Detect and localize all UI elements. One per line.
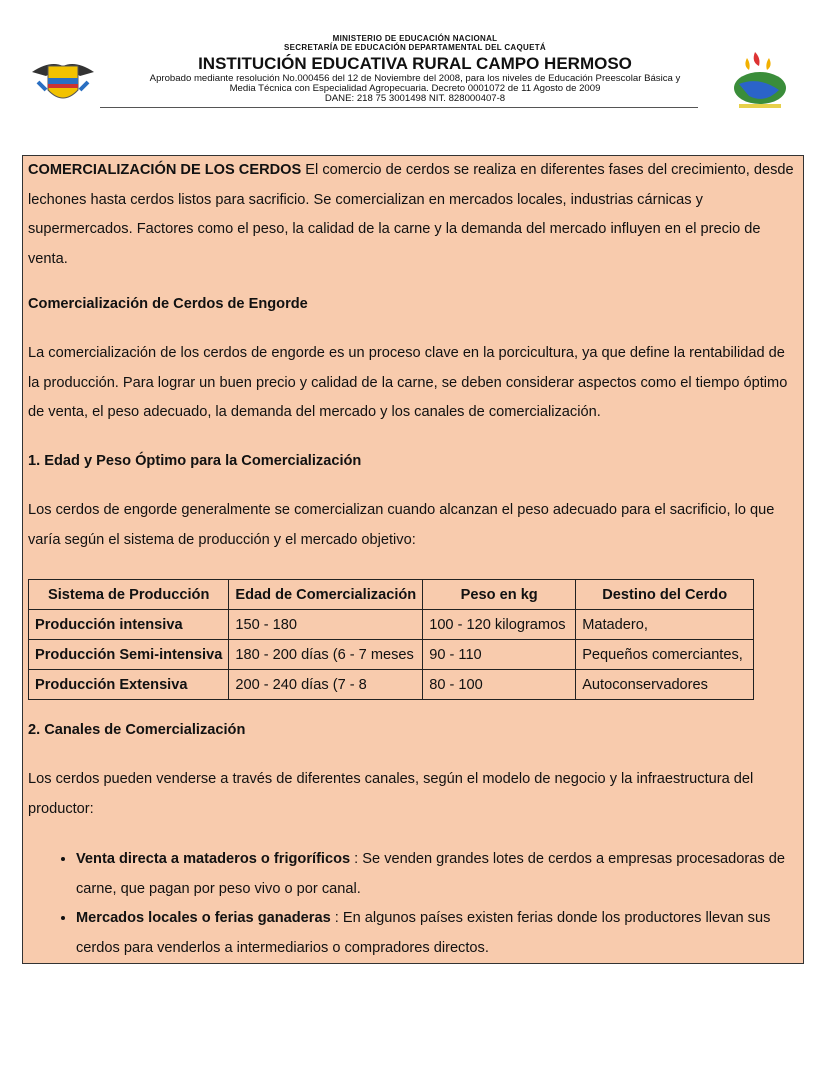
bullet-title: Venta directa a mataderos o frigoríficos — [76, 851, 351, 867]
list-item — [76, 904, 796, 963]
institution-logo-icon — [725, 48, 795, 114]
approval-line-1: Aprobado mediante resolución No.000456 del 12 de Noviembre del 2008, para los niveles de Educación Preescolar Básica y — [149, 73, 681, 84]
table-cell: Producción Extensiva — [29, 670, 229, 700]
table-cell: 150 - 180 — [229, 610, 423, 640]
bullet-text: : En algunos países existen ferias donde los productores llevan sus cerdos para venderlos a intermediarios o compradores directos. — [76, 910, 771, 956]
approval-text — [100, 74, 730, 104]
heading-canales: 2. Canales de Comercialización — [28, 722, 246, 738]
ministry-line: MINISTERIO DE EDUCACIÓN NACIONAL — [332, 34, 498, 43]
bullet-title: Mercados locales o ferias ganaderas — [76, 910, 331, 926]
table-cell: 90 - 110 — [423, 640, 576, 670]
document-header — [0, 0, 828, 120]
paragraph-canales: Los cerdos pueden venderse a través de diferentes canales, según el modelo de negocio y la infraestructura del productor: — [28, 771, 754, 817]
dane-nit-line: DANE: 218 75 3001498 NIT. 828000407-8 — [324, 93, 506, 104]
header-cell: Peso en kg — [423, 580, 576, 610]
table-row — [29, 670, 754, 700]
header-divider — [100, 107, 698, 108]
table-cell: 80 - 100 — [423, 670, 576, 700]
table-cell: 100 - 120 kilogramos — [423, 610, 576, 640]
bullet-text: : Se venden grandes lotes de cerdos a empresas procesadoras de carne, que pagan por peso vivo o por canal. — [76, 851, 785, 897]
table-cell: 200 - 240 días (7 - 8 — [229, 670, 423, 700]
table-header-row — [29, 580, 754, 610]
table-row — [29, 610, 754, 640]
table-cell: Matadero, — [576, 610, 754, 640]
table-cell: Producción Semi-intensiva — [29, 640, 229, 670]
heading-edad-peso: 1. Edad y Peso Óptimo para la Comercialización — [28, 453, 362, 469]
intro-text: El comercio de cerdos se realiza en diferentes fases del crecimiento, desde lechones hasta cerdos listos para sacrificio. Se comercializan en mercados locales, industrias cárnicas y supermercados. Factores como el peso, la calidad de la carne y la demanda del mercado influyen en el precio de venta. — [28, 162, 794, 267]
heading-engorde: Comercialización de Cerdos de Engorde — [28, 296, 308, 312]
header-cell: Edad de Comercialización — [229, 580, 423, 610]
table-cell: 180 - 200 días (6 - 7 meses — [229, 640, 423, 670]
table-row — [29, 640, 754, 670]
institution-name: INSTITUCIÓN EDUCATIVA RURAL CAMPO HERMOSO — [198, 54, 632, 73]
intro-paragraph — [28, 156, 800, 274]
intro-title: COMERCIALIZACIÓN DE LOS CERDOS — [28, 162, 302, 178]
colombia-coat-of-arms-icon — [30, 52, 96, 110]
table-cell: Pequeños comerciantes, — [576, 640, 754, 670]
table-cell: Autoconservadores — [576, 670, 754, 700]
header-cell: Destino del Cerdo — [576, 580, 754, 610]
secretariat-line: SECRETARÍA DE EDUCACIÓN DEPARTAMENTAL DEL CAQUETÁ — [284, 43, 546, 52]
approval-line-2: Media Técnica con Especialidad Agropecuaria. Decreto 0001072 de 11 Agosto de 2009 — [229, 83, 601, 94]
paragraph-engorde: La comercialización de los cerdos de engorde es un proceso clave en la porcicultura, ya que define la rentabilidad de la producción. Para lograr un buen precio y calidad de la carne, se deben considerar aspectos como el tiempo óptimo de venta, el peso adecuado, la demanda del mercado y los canales de comercialización. — [28, 345, 788, 420]
header-cell: Sistema de Producción — [29, 580, 229, 610]
channels-list — [28, 845, 796, 963]
table-cell: Producción intensiva — [29, 610, 229, 640]
paragraph-edad-peso: Los cerdos de engorde generalmente se comercializan cuando alcanzan el peso adecuado para el sacrificio, lo que varía según el sistema de producción y el mercado objetivo: — [28, 502, 775, 548]
content-box — [22, 155, 804, 964]
list-item — [76, 845, 796, 904]
production-table — [28, 579, 754, 700]
